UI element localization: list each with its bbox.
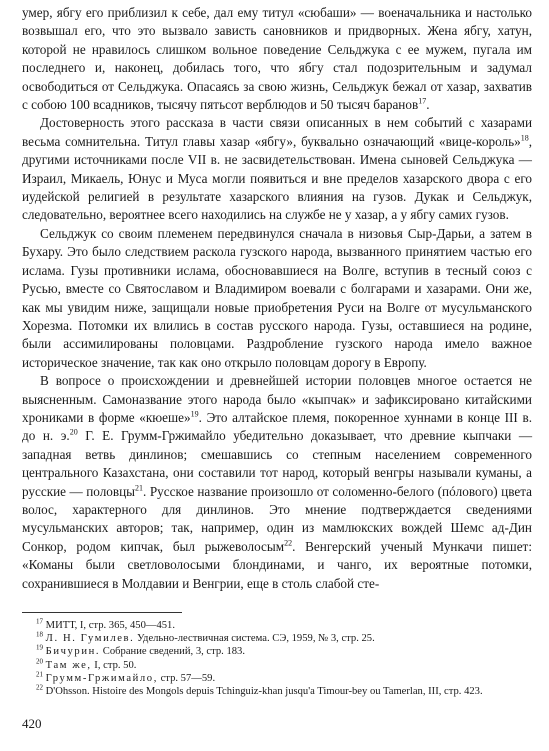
paragraph-4-part-c: Г. Е. Грумм-Гржимайло убедительно доказывает, что древние кыпчаки — западная ветвь динлинов; смешавшись со степным населением современного центрального Казахстана, они составили тот народ, который венгры называли куманы, а русские — половцы bbox=[22, 428, 533, 499]
footnote-divider bbox=[22, 612, 182, 613]
paragraph-1-text: умер, ябгу его приблизил к себе, дал ему титул «сюбаши» — военачальника и настолько возвышал его, что это вызвало зависть сановников и придворных. Жена ябгу, хатун, которой не нравилось слишком вольное поведение Сельджука с ее мужем, пугала им последнего и, наконец, добилась того, что ябгу стал подозрительным и задумал освободиться от Сельджука. Опасаясь за свою жизнь, Сельджук бежал от хазар, захватив с собою 100 всадников, тысячу пятьсот верблюдов и 50 тысяч баранов bbox=[22, 5, 532, 113]
footnote-ref-18: 18 bbox=[520, 133, 529, 143]
main-text bbox=[22, 4, 532, 593]
footnote-20 bbox=[22, 659, 532, 672]
footnote-text: Удельно-лествичная система. СЭ, 1959, № 3, стр. 25. bbox=[134, 633, 375, 645]
paragraph-2 bbox=[22, 114, 532, 224]
footnote-author: Там же, bbox=[45, 659, 92, 671]
footnote-author: Грумм-Гржимайло, bbox=[45, 672, 158, 684]
paragraph-3 bbox=[22, 225, 532, 372]
paragraph-2-part-b: , другими источниками после VII в. не засвидетельствован. Имена сыновей Сельджука — Израил, Микаель, Юнус и Муса могли появиться и вне пределов хазарского двора с его иудейской религией в результате хазарского влияния на гузов. Дукак и Сельджук, следовательно, вероятнее всего находились на службе не у хазар, а у ябгу самих гузов. bbox=[22, 133, 532, 223]
footnote-22 bbox=[22, 685, 532, 698]
paragraph-4-part-a: В вопросе о происхождении и древнейшей истории половцев многое остается не выясненным. Самоназвание этого народа было «кыпчак» и зафиксировано китайскими хрониками в форме «кюеше» bbox=[22, 373, 532, 425]
footnote-18 bbox=[22, 632, 532, 645]
footnote-text: стр. 57—59. bbox=[157, 672, 216, 684]
paragraph-4 bbox=[22, 372, 532, 593]
footnote-text: МИТТ, I, стр. 365, 450—451. bbox=[45, 620, 175, 631]
paragraph-4-part-b: . Это алтайское племя, покоренное хуннами в конце III в. до н. э. bbox=[22, 409, 532, 444]
footnote-author: Бичурин. bbox=[45, 646, 101, 658]
paragraph-1-tail: . bbox=[426, 97, 430, 113]
footnote-text: Собрание сведений, 3, стр. 183. bbox=[100, 646, 246, 658]
footnotes bbox=[22, 619, 532, 698]
paragraph-4-part-e: . Венгерский ученый Мункачи пишет: «Команы были светловолосыми блондинами, и чанго, их вероятные потомки, сохранившиеся в Молдавии и Венгрии, еще в столь слабой сте- bbox=[22, 538, 532, 591]
footnote-number: 21 bbox=[36, 670, 43, 679]
footnote-17 bbox=[22, 619, 532, 632]
paragraph-4-part-d: . Русское название произошло от соломенно-белого (пóлового) цвета волос, характерного для динлинов. Это мнение подтверждается сведениями мусульманских авторов; так, например, один из мамлюкских вождей Шемс ад-Дин Сонкор, родом кипчак, был рыжеволосым bbox=[22, 483, 532, 554]
footnote-ref-19: 19 bbox=[190, 409, 199, 419]
footnote-number: 20 bbox=[36, 657, 43, 666]
footnote-number: 22 bbox=[36, 683, 43, 692]
footnote-number: 19 bbox=[36, 643, 43, 652]
footnote-ref-20: 20 bbox=[69, 427, 78, 437]
footnote-21 bbox=[22, 672, 532, 685]
footnote-number: 17 bbox=[36, 617, 43, 626]
page-number: 420 bbox=[22, 716, 42, 731]
footnote-ref-22: 22 bbox=[284, 538, 293, 548]
paragraph-3-text: Сельджук со своим племенем передвинулся сначала в низовья Сыр-Дарьи, а затем в Бухару. Это было следствием раскола гузского народа, вызванного принятием частью его ислама. Гузы противники ислама, обосновавшиеся на Волге, вступив в тесный союз с Русью, вместе со Святославом и Владимиром воевали с болгарами и хазарами. Они же, как мы увидим ниже, защищали новые приобретения Руси на Волге от мусульманского Хорезма. Потомки их влились в состав русского народа. Гузы, оставшиеся на родине, были ассимилированы половцами. Раздробление гузского народа имело важное историческое значение, так как оно открыло половцам дорогу в Европу. bbox=[22, 225, 532, 370]
footnote-text: Histoire des Mongols depuis Tchinguiz-khan jusqu'a Timour-bey ou Tamerlan, III, стр. 423. bbox=[89, 686, 483, 698]
footnote-19 bbox=[22, 645, 532, 658]
paragraph-2-part-a: Достоверность этого рассказа в части связи описанных в нем событий с хазарами весьма сомнительна. Титул главы хазар «ябгу», буквально означающий «вице-король» bbox=[22, 115, 532, 149]
footnote-text: I, стр. 50. bbox=[91, 659, 137, 671]
footnote-ref-17: 17 bbox=[418, 96, 427, 106]
paragraph-1 bbox=[22, 4, 532, 114]
footnote-author: D'Ohsson. bbox=[45, 686, 90, 698]
footnote-ref-21: 21 bbox=[135, 483, 144, 493]
footnote-author: Л. Н. Гумилев. bbox=[45, 633, 135, 645]
footnote-number: 18 bbox=[36, 630, 43, 639]
